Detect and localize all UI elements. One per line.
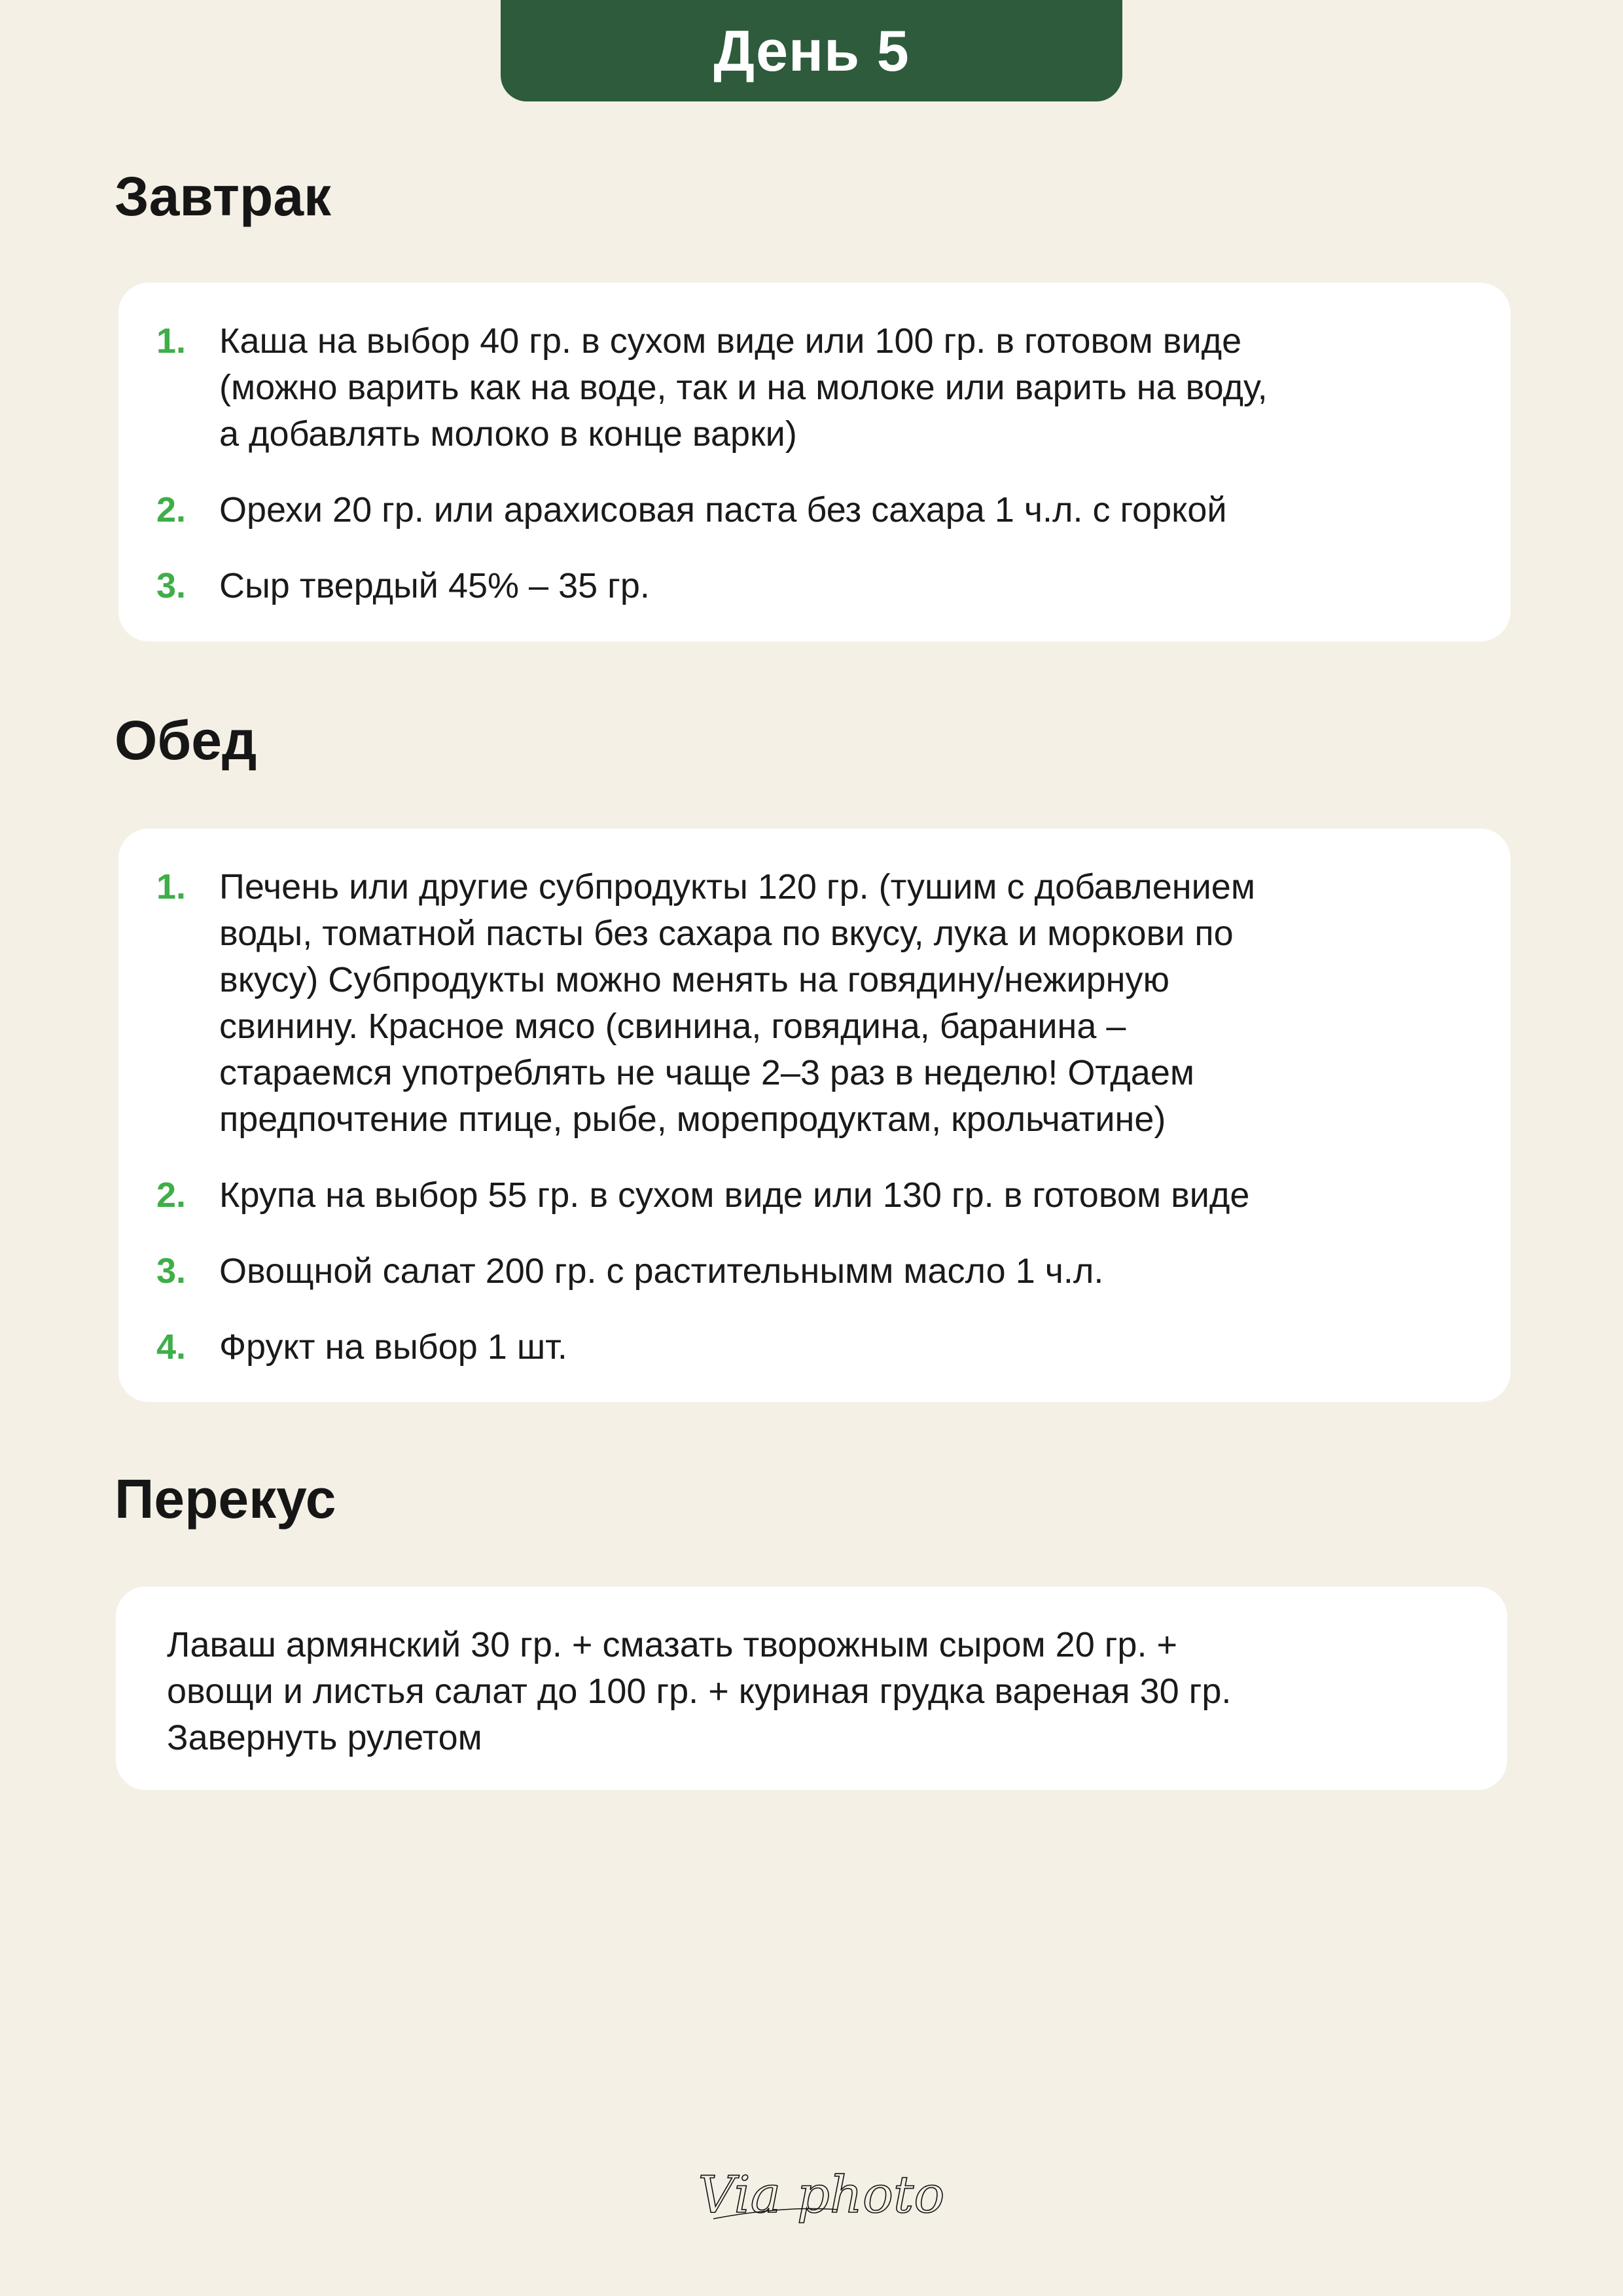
list-item [118,1324,1510,1371]
snack-line: Лаваш армянский 30 гр. + смазать творожным сыром 20 гр. + [167,1625,1178,1664]
snack-card [116,1587,1507,1790]
day-title: День 5 [713,18,910,83]
item-text-line: Орехи 20 гр. или арахисовая паста без сахара 1 ч.л. с горкой [219,490,1227,529]
lunch-card [118,829,1510,1402]
snack-line: овощи и листья салат до 100 гр. + куриная грудка вареная 30 гр. [167,1672,1232,1711]
list-item [118,487,1510,533]
item-text-line: вкусу) Субпродукты можно менять на говядину/нежирную [219,960,1169,999]
item-text-line: предпочтение птице, рыбе, морепродуктам, крольчатине) [219,1100,1166,1139]
item-text-line: Сыр твердый 45% – 35 гр. [219,566,650,605]
list-item [118,563,1510,609]
item-text-line: Фрукт на выбор 1 шт. [219,1327,567,1367]
signature-text: Via photo [698,2166,945,2225]
item-number: 2. [156,1175,187,1215]
breakfast-list [118,318,1510,609]
item-number: 3. [156,566,187,605]
snack-line: Завернуть рулетом [167,1718,482,1757]
section-title-snack: Перекус [115,1468,336,1530]
lunch-list [118,864,1510,1371]
item-text-line: (можно варить как на воде, так и на молоке или варить на воду, [219,368,1268,407]
item-text-line: Печень или другие субпродукты 120 гр. (тушим с добавлением [219,867,1255,906]
item-text-line: Каша на выбор 40 гр. в сухом виде или 100 гр. в готовом виде [219,321,1242,361]
breakfast-card [118,283,1510,641]
section-title-breakfast: Завтрак [115,166,332,227]
list-item [118,1172,1510,1219]
signature-logo [674,2147,969,2258]
list-item [118,318,1510,457]
item-text-line: а добавлять молоко в конце варки) [219,414,797,454]
list-item [118,864,1510,1143]
item-text-line: свинину. Красное мясо (свинина, говядина, баранина – [219,1007,1126,1046]
item-number: 2. [156,490,187,529]
item-text-line: Овощной салат 200 гр. с растительнымм масло 1 ч.л. [219,1251,1104,1291]
item-number: 1. [156,867,187,906]
item-number: 1. [156,321,187,361]
item-number: 4. [156,1327,187,1367]
item-text-line: Крупа на выбор 55 гр. в сухом виде или 130 гр. в готовом виде [219,1175,1250,1215]
item-text-line: стараемся употреблять не чаще 2–3 раз в неделю! Отдаем [219,1053,1194,1092]
list-item [118,1248,1510,1295]
section-title-lunch: Обед [115,709,257,771]
item-text-line: воды, томатной пасты без сахара по вкусу, лука и моркови по [219,914,1234,953]
day-header-tab [501,0,1122,101]
item-number: 3. [156,1251,187,1291]
